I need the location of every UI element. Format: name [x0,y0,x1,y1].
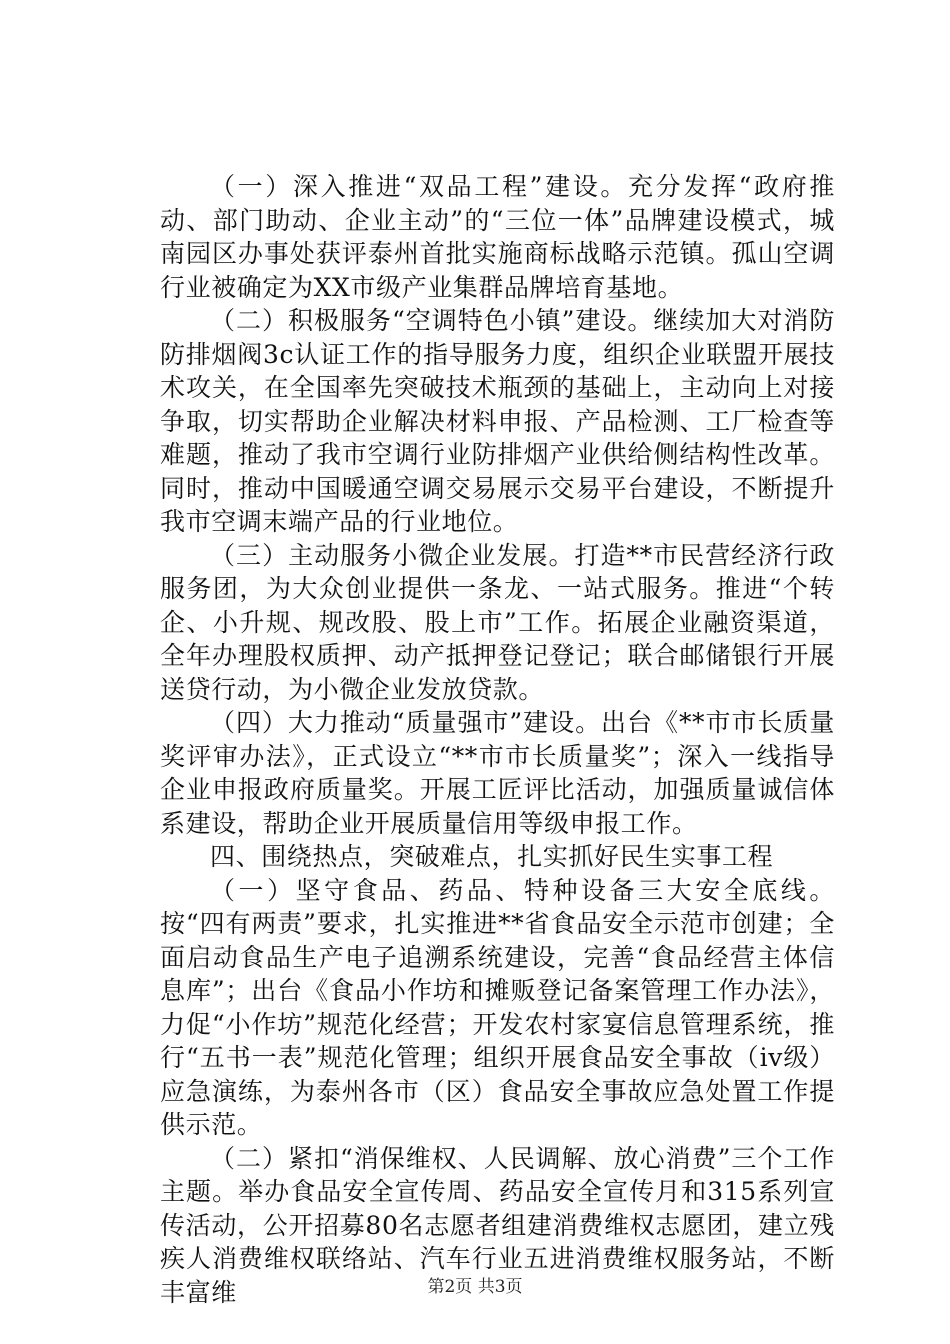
paragraph-small-enterprises: （三）主动服务小微企业发展。打造**市民营经济行政服务团，为大众创业提供一条龙、一站式服务。推进“个转企、小升规、规改股、股上市”工作。拓展企业融资渠道，全年办理股权质押、动产抵押登记登记；联合邮储银行开展送贷行动，为小微企业发放贷款。 [160,540,835,704]
section-heading-livelihood: 四、围绕热点，突破难点，扎实抓好民生实事工程 [210,842,774,871]
paragraph-quality-city: （四）大力推动“质量强市”建设。出台《**市市长质量奖评审办法》，正式设立“**市市长质量奖”；深入一线指导企业申报政府质量奖。开展工匠评比活动，加强质量诚信体系建设，帮助企业开展质量信用等级申报工作。 [160,708,835,838]
paragraph-aircon-town: （二）积极服务“空调特色小镇”建设。继续加大对消防防排烟阀3c认证工作的指导服务力度，组织企业联盟开展技术攻关，在全国率先突破技术瓶颈的基础上，主动向上对接争取，切实帮助企业解决材料申报、产品检测、工厂检查等难题，推动了我市空调行业防排烟产业供给侧结构性改革。同时，推动中国暖通空调交易展示交易平台建设，不断提升我市空调末端产品的行业地位。 [160,306,835,536]
paragraph-consumer-rights: （二）紧扣“消保维权、人民调解、放心消费”三个工作主题。举办食品安全宣传周、药品安全宣传月和315系列宣传活动，公开招募80名志愿者组建消费维权志愿团，建立残疾人消费维权联络站、汽车行业五进消费维权服务站，不断丰富维 [160,1143,835,1307]
page-footer: 第2页 共3页 [427,1277,523,1297]
paragraph-double-product-project: （一）深入推进“双品工程”建设。充分发挥“政府推动、部门助动、企业主动”的“三位一体”品牌建设模式，城南园区办事处获评泰州首批实施商标战略示范镇。孤山空调行业被确定为XX市级产业集群品牌培育基地。 [160,172,835,302]
paragraph-safety-bottom-line: （一）坚守食品、药品、特种设备三大安全底线。按“四有两责”要求，扎实推进**省食品安全示范市创建；全面启动食品生产电子追溯系统建设，完善“食品经营主体信息库”；出台《食品小作坊和摊贩登记备案管理工作办法》，力促“小作坊”规范化经营；开发农村家宴信息管理系统，推行“五书一表”规范化管理；组织开展食品安全事故（iv级）应急演练，为泰州各市（区）食品安全事故应急处置工作提供示范。 [160,875,835,1139]
document-body [160,170,835,1309]
